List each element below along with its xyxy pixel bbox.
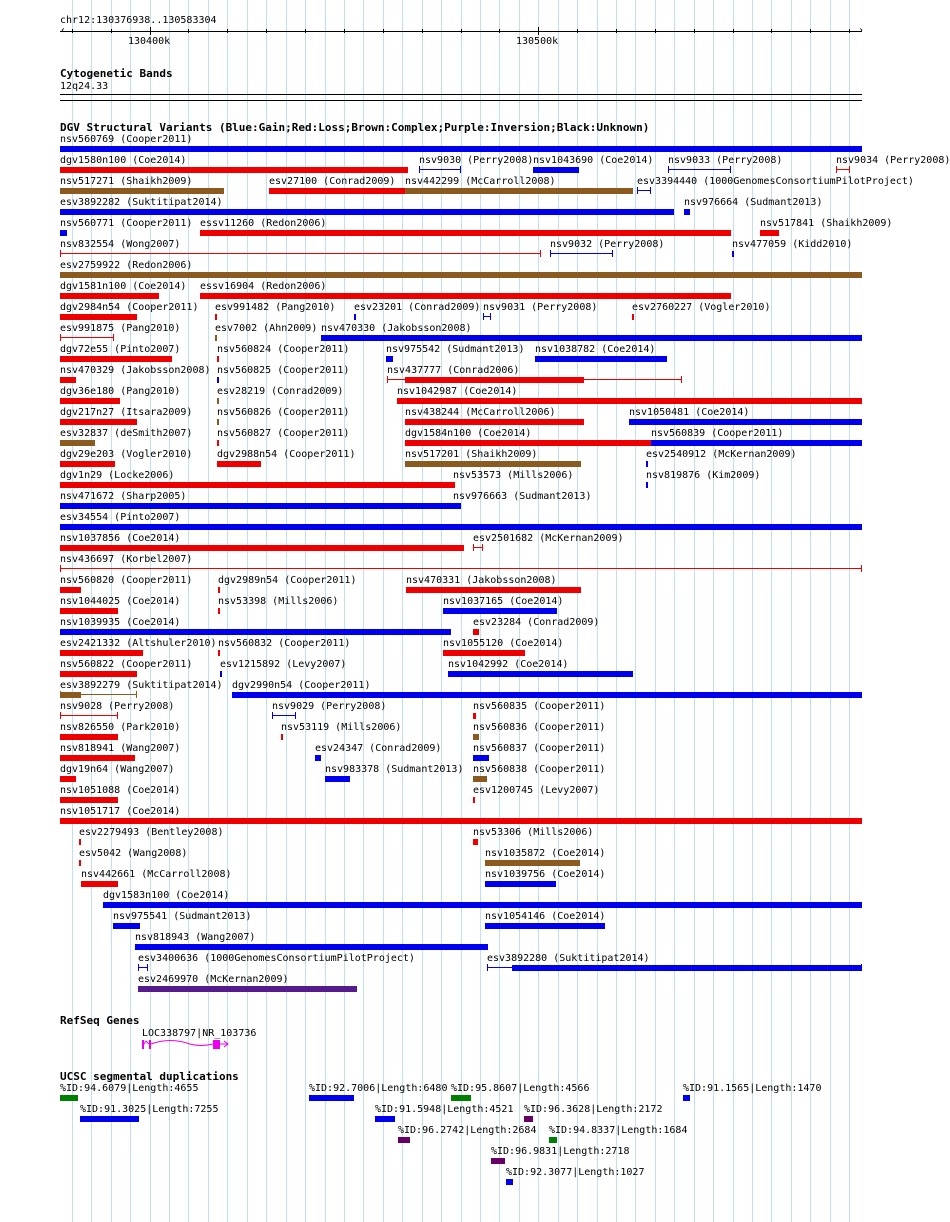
sv-label: nsv442661 (McCarroll2008) xyxy=(81,869,232,880)
sv-label: nsv975542 (Sudmant2013) xyxy=(386,344,525,355)
sv-feature[interactable] xyxy=(215,314,217,320)
gene-exon-3 xyxy=(213,1040,220,1049)
ruler-tick xyxy=(461,29,462,33)
sv-label: esv3394440 (1000GenomesConsortiumPilotProject) xyxy=(637,176,914,187)
sv-label: nsv560769 (Cooper2011) xyxy=(60,134,193,145)
sv-feature[interactable] xyxy=(60,337,114,338)
sv-feature[interactable] xyxy=(453,503,461,509)
segdup-feature[interactable] xyxy=(375,1116,395,1122)
sv-feature[interactable] xyxy=(60,146,862,152)
sv-label: nsv436697 (Korbel2007) xyxy=(60,554,193,565)
ruler-tick-label: 130500k xyxy=(516,36,559,47)
sv-feature[interactable] xyxy=(60,755,135,761)
sv-feature[interactable] xyxy=(60,671,137,677)
segdup-feature[interactable] xyxy=(506,1179,513,1185)
sv-label: nsv560832 (Cooper2011) xyxy=(218,638,351,649)
gene-model[interactable] xyxy=(140,1038,232,1052)
sv-feature[interactable] xyxy=(79,860,81,866)
sv-label: dgv1584n100 (Coe2014) xyxy=(405,428,532,439)
sv-feature[interactable] xyxy=(473,797,475,803)
sv-label: dgv2990n54 (Cooper2011) xyxy=(232,680,371,691)
sv-feature[interactable] xyxy=(217,377,219,383)
segdup-track-title: UCSC segmental duplications xyxy=(60,1070,239,1083)
grid-line xyxy=(635,0,636,1222)
sv-label: nsv438244 (McCarroll2006) xyxy=(405,407,556,418)
sv-label: nsv471672 (Sharp2005) xyxy=(60,491,187,502)
segdup-feature[interactable] xyxy=(451,1095,471,1101)
ruler-tick xyxy=(111,29,112,33)
sv-feature[interactable] xyxy=(473,839,478,845)
sv-feature[interactable] xyxy=(60,608,118,614)
sv-feature[interactable] xyxy=(60,524,862,530)
sv-feature[interactable] xyxy=(405,461,581,467)
sv-feature[interactable] xyxy=(79,839,81,845)
sv-feature[interactable] xyxy=(473,734,479,740)
sv-feature[interactable] xyxy=(60,188,224,194)
sv-label: nsv9030 (Perry2008) xyxy=(419,155,534,166)
sv-label: nsv9029 (Perry2008) xyxy=(272,701,387,712)
sv-feature[interactable] xyxy=(406,587,581,593)
sv-label: essv16904 (Redon2006) xyxy=(200,281,327,292)
segdup-feature[interactable] xyxy=(683,1095,690,1101)
sv-label: esv2540912 (McKernan2009) xyxy=(646,449,797,460)
sv-feature[interactable] xyxy=(315,755,321,761)
sv-label: nsv976664 (Sudmant2013) xyxy=(684,197,823,208)
segdup-label: %ID:96.2742|Length:2684 xyxy=(398,1125,537,1136)
sv-label: nsv9032 (Perry2008) xyxy=(550,239,665,250)
sv-feature[interactable] xyxy=(535,356,667,362)
sv-label: nsv517271 (Shaikh2009) xyxy=(60,176,193,187)
sv-label: nsv560838 (Cooper2011) xyxy=(473,764,606,775)
sv-feature[interactable] xyxy=(200,293,731,299)
cytoband-track-title: Cytogenetic Bands xyxy=(60,67,173,80)
sv-feature[interactable] xyxy=(217,356,219,362)
sv-feature[interactable] xyxy=(60,167,408,173)
sv-label: esv1200745 (Levy2007) xyxy=(473,785,600,796)
sv-label: nsv976663 (Sudmant2013) xyxy=(453,491,592,502)
sv-label: nsv517201 (Shaikh2009) xyxy=(405,449,538,460)
sv-feature[interactable] xyxy=(512,965,862,971)
sv-label: nsv1037856 (Coe2014) xyxy=(60,533,181,544)
sv-label: nsv53306 (Mills2006) xyxy=(473,827,594,838)
segdup-label: %ID:91.5948|Length:4521 xyxy=(375,1104,514,1115)
sv-feature[interactable] xyxy=(405,440,651,446)
sv-feature[interactable] xyxy=(200,230,731,236)
sv-label: nsv560824 (Cooper2011) xyxy=(217,344,350,355)
sv-feature[interactable] xyxy=(81,881,118,887)
sv-label: nsv470331 (Jakobsson2008) xyxy=(406,575,557,586)
sv-label: esv2279493 (Bentley2008) xyxy=(79,827,224,838)
sv-feature[interactable] xyxy=(651,440,862,446)
sv-label: esv991875 (Pang2010) xyxy=(60,323,181,334)
sv-feature[interactable] xyxy=(443,650,525,656)
sv-feature[interactable] xyxy=(405,377,584,383)
segdup-label: %ID:91.1565|Length:1470 xyxy=(683,1083,822,1094)
segdup-feature[interactable] xyxy=(491,1158,505,1164)
sv-feature[interactable] xyxy=(60,314,137,320)
ruler-tick xyxy=(305,29,306,33)
sv-label: nsv1042987 (Coe2014) xyxy=(397,386,518,397)
sv-feature[interactable] xyxy=(550,253,613,254)
sv-label: nsv437777 (Conrad2006) xyxy=(387,365,520,376)
sv-feature[interactable] xyxy=(138,967,148,968)
sv-feature[interactable] xyxy=(218,650,220,656)
sv-label: dgv72e55 (Pinto2007) xyxy=(60,344,181,355)
segdup-feature[interactable] xyxy=(80,1116,139,1122)
sv-label: nsv1039935 (Coe2014) xyxy=(60,617,181,628)
sv-feature[interactable] xyxy=(483,316,491,317)
sv-feature[interactable] xyxy=(473,713,476,719)
segdup-feature[interactable] xyxy=(309,1095,354,1101)
sv-label: esv32837 (deSmith2007) xyxy=(60,428,193,439)
dgv-track-title: DGV Structural Variants (Blue:Gain;Red:Loss;Brown:Complex;Purple:Inversion;Black:Unknown) xyxy=(60,121,650,134)
sv-feature[interactable] xyxy=(684,209,690,215)
ruler-tick xyxy=(655,29,656,33)
sv-feature[interactable] xyxy=(60,734,118,740)
sv-feature[interactable] xyxy=(60,715,118,716)
segdup-label: %ID:96.3628|Length:2172 xyxy=(524,1104,663,1115)
sv-feature[interactable] xyxy=(473,629,479,635)
sv-label: esv2760227 (Vogler2010) xyxy=(632,302,771,313)
sv-feature[interactable] xyxy=(60,377,76,383)
sv-label: esv23201 (Conrad2009) xyxy=(354,302,481,313)
sv-feature[interactable] xyxy=(473,755,489,761)
sv-label: nsv560835 (Cooper2011) xyxy=(473,701,606,712)
ruler-tick xyxy=(344,29,345,33)
sv-label: essv11260 (Redon2006) xyxy=(200,218,327,229)
sv-feature[interactable] xyxy=(405,188,633,194)
ruler-tick xyxy=(771,29,772,33)
sv-label: esv3892282 (Suktitipat2014) xyxy=(60,197,223,208)
sv-label: nsv477059 (Kidd2010) xyxy=(732,239,853,250)
cytoband-line-top xyxy=(60,94,862,95)
sv-label: nsv1050481 (Coe2014) xyxy=(629,407,750,418)
sv-label: nsv832554 (Wong2007) xyxy=(60,239,181,250)
segdup-label: %ID:92.7006|Length:6480 xyxy=(309,1083,448,1094)
sv-feature[interactable] xyxy=(443,608,557,614)
ruler-tick xyxy=(227,29,228,33)
segdup-label: %ID:94.8337|Length:1684 xyxy=(549,1125,688,1136)
sv-feature[interactable] xyxy=(386,356,393,362)
sv-feature[interactable] xyxy=(60,209,674,215)
sv-label: dgv2988n54 (Cooper2011) xyxy=(217,449,356,460)
sv-label: dgv1n29 (Locke2006) xyxy=(60,470,175,481)
sv-feature[interactable] xyxy=(60,419,137,425)
sv-feature[interactable] xyxy=(473,547,483,548)
grid-line xyxy=(266,0,267,1222)
sv-label: dgv1583n100 (Coe2014) xyxy=(103,890,230,901)
ruler-tick xyxy=(733,29,734,33)
sv-label: esv991482 (Pang2010) xyxy=(215,302,336,313)
sv-label: dgv19n64 (Wang2007) xyxy=(60,764,175,775)
ruler-tick xyxy=(499,29,500,33)
sv-label: esv5042 (Wang2008) xyxy=(79,848,188,859)
gene-exon-1 xyxy=(142,1040,144,1049)
sv-label: nsv517841 (Shaikh2009) xyxy=(760,218,893,229)
sv-feature[interactable] xyxy=(760,230,779,236)
sv-label: nsv975541 (Sudmant2013) xyxy=(113,911,252,922)
sv-label: dgv1581n100 (Coe2014) xyxy=(60,281,187,292)
sv-label: dgv29e203 (Vogler2010) xyxy=(60,449,193,460)
sv-feature[interactable] xyxy=(325,776,350,782)
gene-exon-2 xyxy=(149,1040,151,1049)
sv-feature[interactable] xyxy=(732,251,734,257)
ruler-tick xyxy=(694,29,695,33)
ruler-tick xyxy=(188,29,189,33)
sv-label: nsv1051717 (Coe2014) xyxy=(60,806,181,817)
segdup-label: %ID:96.9831|Length:2718 xyxy=(491,1146,630,1157)
ruler-tick xyxy=(72,29,73,33)
sv-label: dgv217n27 (Itsara2009) xyxy=(60,407,193,418)
sv-feature[interactable] xyxy=(405,419,584,425)
grid-line xyxy=(577,0,578,1222)
sv-feature[interactable] xyxy=(637,190,651,191)
sv-feature[interactable] xyxy=(60,356,172,362)
sv-label: esv3400636 (1000GenomesConsortiumPilotProject) xyxy=(138,953,415,964)
sv-label: nsv1055120 (Coe2014) xyxy=(443,638,564,649)
sv-label: dgv1580n100 (Coe2014) xyxy=(60,155,187,166)
grid-line xyxy=(597,0,598,1222)
sv-feature[interactable] xyxy=(218,587,220,593)
sv-feature[interactable] xyxy=(453,482,455,488)
sv-feature[interactable] xyxy=(473,776,487,782)
sv-label: nsv470329 (Jakobsson2008) xyxy=(60,365,211,376)
segdup-feature[interactable] xyxy=(524,1116,533,1122)
sv-feature[interactable] xyxy=(138,986,357,992)
sv-feature[interactable] xyxy=(60,797,118,803)
sv-feature[interactable] xyxy=(485,860,580,866)
segdup-feature[interactable] xyxy=(549,1137,557,1143)
sv-feature[interactable] xyxy=(217,398,219,404)
sv-feature[interactable] xyxy=(321,335,862,341)
sv-feature[interactable] xyxy=(485,923,605,929)
sv-feature[interactable] xyxy=(220,671,222,677)
sv-label: nsv818943 (Wang2007) xyxy=(135,932,256,943)
sv-label: esv3892280 (Suktitipat2014) xyxy=(487,953,650,964)
sv-label: nsv1054146 (Coe2014) xyxy=(485,911,606,922)
sv-feature[interactable] xyxy=(836,169,850,170)
ruler-tick xyxy=(810,29,811,33)
sv-label: nsv560825 (Cooper2011) xyxy=(217,365,350,376)
ruler-arrow-icon: ‹ xyxy=(60,25,67,36)
sv-feature[interactable] xyxy=(103,902,862,908)
sv-label: nsv1035872 (Coe2014) xyxy=(485,848,606,859)
grid-line xyxy=(402,0,403,1222)
cytoband-line-bottom xyxy=(60,100,862,101)
sv-feature[interactable] xyxy=(60,230,67,236)
sv-label: nsv470330 (Jakobsson2008) xyxy=(321,323,472,334)
sv-feature[interactable] xyxy=(60,398,120,404)
ruler-tick xyxy=(849,29,850,33)
sv-label: dgv2984n54 (Cooper2011) xyxy=(60,302,199,313)
sv-feature[interactable] xyxy=(215,335,217,341)
sv-feature[interactable] xyxy=(646,461,648,467)
sv-feature[interactable] xyxy=(60,253,541,254)
grid-line xyxy=(558,0,559,1222)
sv-feature[interactable] xyxy=(397,398,862,404)
ruler-tick xyxy=(383,29,384,33)
sv-feature[interactable] xyxy=(272,715,296,716)
sv-feature[interactable] xyxy=(60,629,451,635)
ruler-tick xyxy=(266,29,267,33)
sv-feature[interactable] xyxy=(60,818,862,824)
sv-label: nsv1043690 (Coe2014) xyxy=(533,155,654,166)
sv-label: esv2469970 (McKernan2009) xyxy=(138,974,289,985)
sv-feature[interactable] xyxy=(60,776,76,782)
sv-feature[interactable] xyxy=(533,167,579,173)
sv-feature[interactable] xyxy=(135,944,488,950)
sv-feature[interactable] xyxy=(646,482,648,488)
sv-feature[interactable] xyxy=(60,692,81,698)
grid-line xyxy=(616,0,617,1222)
sv-label: nsv9033 (Perry2008) xyxy=(668,155,783,166)
sv-label: nsv560837 (Cooper2011) xyxy=(473,743,606,754)
sv-label: esv2759922 (Redon2006) xyxy=(60,260,193,271)
segdup-label: %ID:91.3025|Length:7255 xyxy=(80,1104,219,1115)
sv-label: nsv1042992 (Coe2014) xyxy=(448,659,569,670)
sv-feature[interactable] xyxy=(60,272,862,278)
sv-label: nsv826550 (Park2010) xyxy=(60,722,181,733)
sv-label: nsv1044025 (Coe2014) xyxy=(60,596,181,607)
sv-label: esv34554 (Pinto2007) xyxy=(60,512,181,523)
sv-label: esv24347 (Conrad2009) xyxy=(315,743,442,754)
sv-label: nsv560839 (Cooper2011) xyxy=(651,428,784,439)
sv-feature[interactable] xyxy=(217,440,219,446)
sv-feature[interactable] xyxy=(281,734,283,740)
sv-feature[interactable] xyxy=(269,188,405,194)
cytoband-label: 12q24.33 xyxy=(60,81,109,92)
sv-label: nsv9034 (Perry2008) xyxy=(836,155,950,166)
sv-label: nsv442299 (McCarroll2008) xyxy=(405,176,556,187)
sv-feature[interactable] xyxy=(60,503,453,509)
ruler-tick xyxy=(422,29,423,33)
sv-feature[interactable] xyxy=(60,650,143,656)
sv-feature[interactable] xyxy=(60,568,862,569)
sv-label: nsv560771 (Cooper2011) xyxy=(60,218,193,229)
segdup-label: %ID:94.6079|Length:4655 xyxy=(60,1083,199,1094)
sv-feature[interactable] xyxy=(668,169,731,170)
sv-label: nsv1051088 (Coe2014) xyxy=(60,785,181,796)
sv-label: nsv53573 (Mills2006) xyxy=(453,470,574,481)
sv-label: nsv560820 (Cooper2011) xyxy=(60,575,193,586)
sv-feature[interactable] xyxy=(354,314,356,320)
sv-label: nsv983378 (Sudmant2013) xyxy=(325,764,464,775)
sv-label: nsv1038782 (Coe2014) xyxy=(535,344,656,355)
sv-feature[interactable] xyxy=(218,608,220,614)
segdup-label: %ID:95.8607|Length:4566 xyxy=(451,1083,590,1094)
sv-label: esv1215892 (Levy2007) xyxy=(220,659,347,670)
sv-label: nsv9031 (Perry2008) xyxy=(483,302,598,313)
sv-feature[interactable] xyxy=(485,881,556,887)
sv-label: nsv560822 (Cooper2011) xyxy=(60,659,193,670)
ruler-tick xyxy=(616,29,617,33)
sv-feature[interactable] xyxy=(60,293,159,299)
sv-feature[interactable] xyxy=(217,461,261,467)
sv-feature[interactable] xyxy=(113,923,140,929)
sv-label: nsv53119 (Mills2006) xyxy=(281,722,402,733)
sv-feature[interactable] xyxy=(60,440,95,446)
sv-feature[interactable] xyxy=(232,692,862,698)
sv-feature[interactable] xyxy=(60,482,453,488)
sv-label: nsv560836 (Cooper2011) xyxy=(473,722,606,733)
sv-label: nsv818941 (Wang2007) xyxy=(60,743,181,754)
sv-label: dgv2989n54 (Cooper2011) xyxy=(218,575,357,586)
sv-label: nsv9028 (Perry2008) xyxy=(60,701,175,712)
sv-label: esv2421332 (Altshuler2010) xyxy=(60,638,217,649)
sv-label: nsv560826 (Cooper2011) xyxy=(217,407,350,418)
sv-label: esv2501682 (McKernan2009) xyxy=(473,533,624,544)
sv-feature[interactable] xyxy=(60,461,115,467)
ruler-arrow-icon: › xyxy=(858,25,865,36)
sv-label: nsv1039756 (Coe2014) xyxy=(485,869,606,880)
sv-label: esv7002 (Ahn2009) xyxy=(215,323,318,334)
sv-feature[interactable] xyxy=(629,419,862,425)
sv-feature[interactable] xyxy=(632,314,634,320)
sv-label: esv27100 (Conrad2009) xyxy=(269,176,396,187)
sv-label: esv23284 (Conrad2009) xyxy=(473,617,600,628)
sv-feature[interactable] xyxy=(419,169,461,170)
gene-label[interactable]: LOC338797|NR_103736 xyxy=(142,1028,257,1039)
sv-label: nsv819876 (Kim2009) xyxy=(646,470,761,481)
ruler-tick-label: 130400k xyxy=(128,36,171,47)
sv-feature[interactable] xyxy=(448,671,633,677)
ruler-tick xyxy=(538,27,539,35)
sv-label: esv28219 (Conrad2009) xyxy=(217,386,344,397)
segdup-feature[interactable] xyxy=(398,1137,410,1143)
sv-label: esv3892279 (Suktitipat2014) xyxy=(60,680,223,691)
refseq-track-title: RefSeq Genes xyxy=(60,1014,140,1027)
sv-label: dgv36e180 (Pang2010) xyxy=(60,386,181,397)
sv-label: nsv1037165 (Coe2014) xyxy=(443,596,564,607)
region-label: chr12:130376938..130583304 xyxy=(60,15,217,26)
sv-feature[interactable] xyxy=(60,587,81,593)
sv-label: nsv53398 (Mills2006) xyxy=(218,596,339,607)
sv-feature[interactable] xyxy=(217,419,219,425)
segdup-label: %ID:92.3077|Length:1027 xyxy=(506,1167,645,1178)
segdup-feature[interactable] xyxy=(60,1095,78,1101)
sv-feature[interactable] xyxy=(60,545,464,551)
sv-label: nsv560827 (Cooper2011) xyxy=(217,428,350,439)
ruler-tick xyxy=(150,27,151,35)
ruler-tick xyxy=(577,29,578,33)
